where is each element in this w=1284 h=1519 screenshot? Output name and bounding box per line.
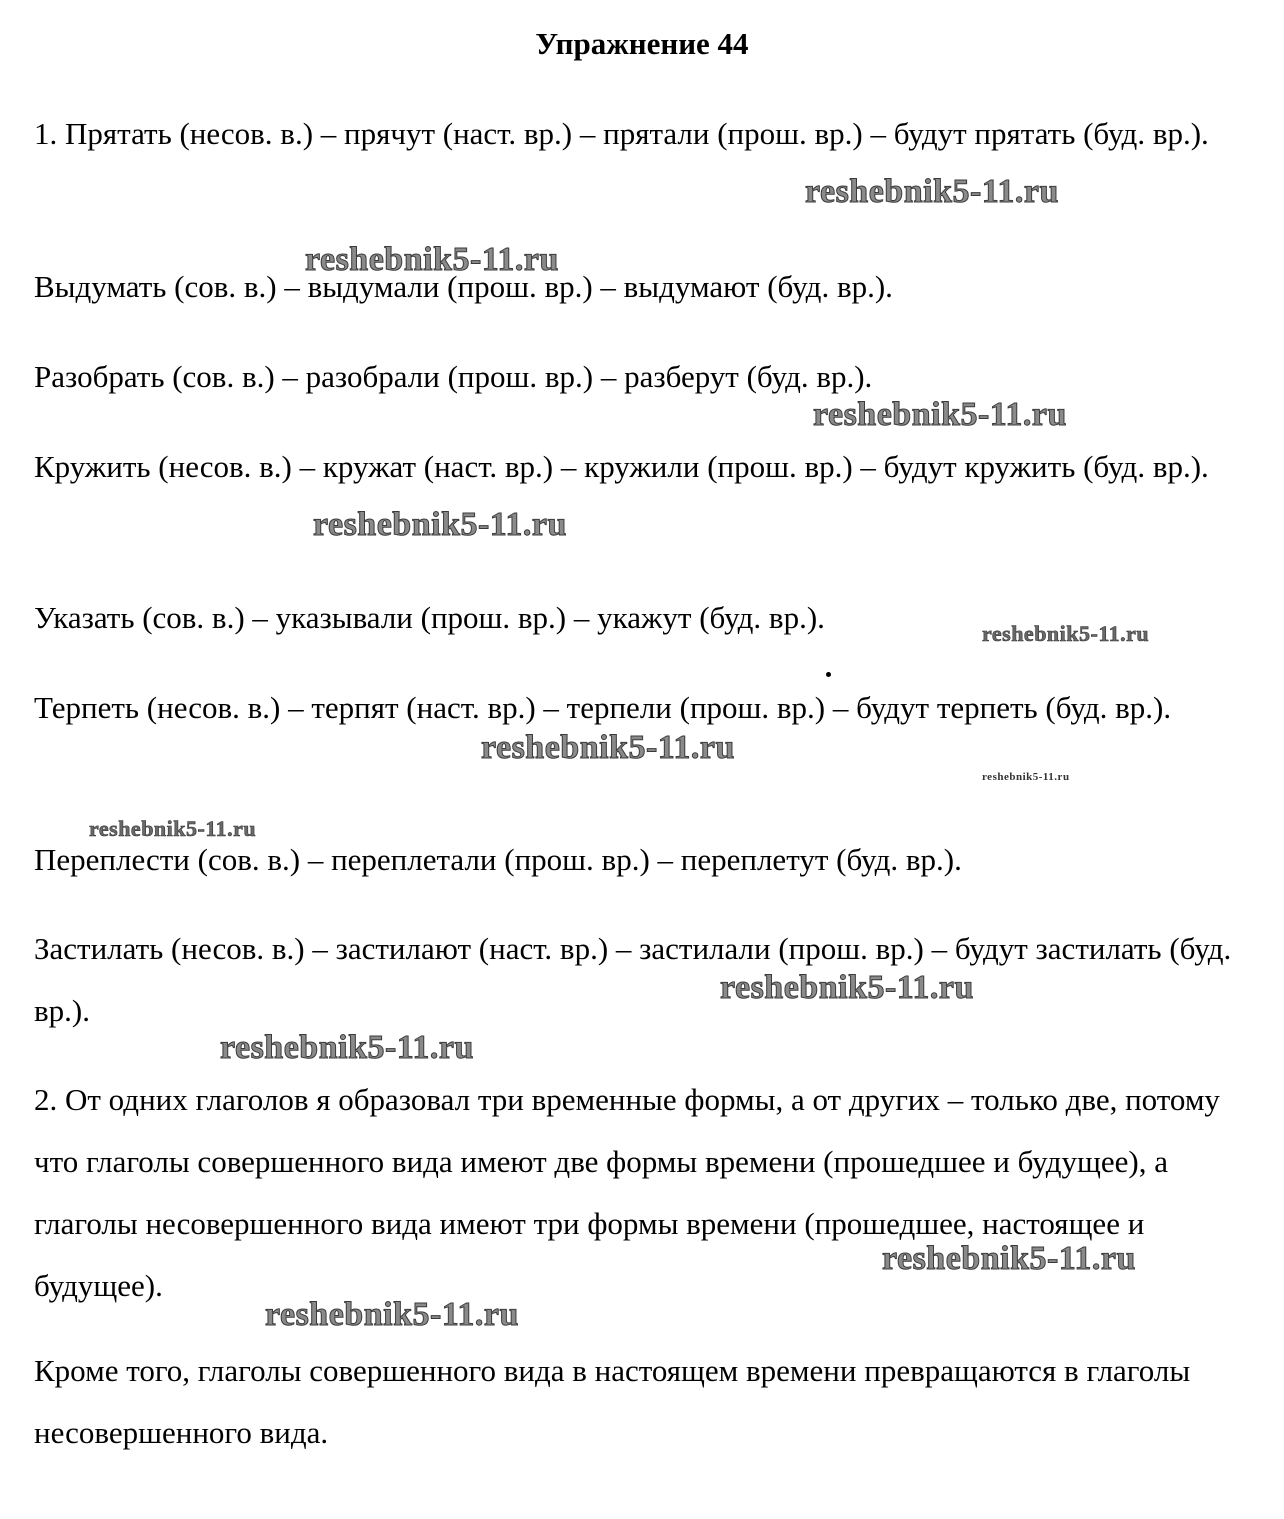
watermark: reshebnik5-11.ru	[813, 396, 1067, 433]
paragraph-8: Застилать (несов. в.) – застилают (наст. вр.) – застилали (прош. вр.) – будут застилать (буд. вр.).	[34, 931, 1232, 1028]
paragraph-10: Кроме того, глаголы совершенного вида в настоящем времени превращаются в глаголы несовершенного вида.	[34, 1353, 1191, 1450]
watermark: reshebnik5-11.ru	[89, 816, 257, 841]
paragraph-1: 1. Прятать (несов. в.) – прячут (наст. вр.) – прятали (прош. вр.) – будут прятать (буд. вр.).	[34, 116, 1209, 151]
paragraph-2: Выдумать (сов. в.) – выдумали (прош. вр.) – выдумают (буд. вр.).	[34, 269, 893, 304]
paragraph-5: Указать (сов. в.) – указывали (прош. вр.) – укажут (буд. вр.).	[34, 600, 825, 635]
watermark: reshebnik5-11.ru	[313, 506, 567, 543]
watermark: reshebnik5-11.ru	[481, 729, 735, 766]
watermark: reshebnik5-11.ru	[982, 621, 1150, 646]
watermark: reshebnik5-11.ru	[805, 173, 1059, 210]
page-title: Упражнение 44	[535, 26, 749, 61]
paragraph-3: Разобрать (сов. в.) – разобрали (прош. вр.) – разберут (буд. вр.).	[34, 359, 873, 394]
stray-dot	[826, 672, 831, 677]
watermark: reshebnik5-11.ru	[305, 241, 559, 278]
paragraph-6: Терпеть (несов. в.) – терпят (наст. вр.) – терпели (прош. вр.) – будут терпеть (буд. вр.).	[34, 690, 1172, 725]
watermark: reshebnik5-11.ru	[265, 1296, 519, 1333]
watermark: reshebnik5-11.ru	[220, 1029, 474, 1066]
watermark: reshebnik5-11.ru	[982, 771, 1070, 783]
paragraph-4: Кружить (несов. в.) – кружат (наст. вр.) – кружили (прош. вр.) – будут кружить (буд. вр.).	[34, 449, 1209, 484]
paragraph-7: Переплести (сов. в.) – переплетали (прош. вр.) – переплетут (буд. вр.).	[34, 842, 962, 877]
paragraph-9: 2. От одних глаголов я образовал три временные формы, а от других – только две, потому что глаголы совершенного вида имеют две формы времени (прошедшее и будущее), а глаголы несовершенного вида имеют три формы времени (прошедшее, настоящее и будущее).	[34, 1082, 1220, 1303]
watermark: reshebnik5-11.ru	[882, 1240, 1136, 1277]
watermark: reshebnik5-11.ru	[720, 969, 974, 1006]
